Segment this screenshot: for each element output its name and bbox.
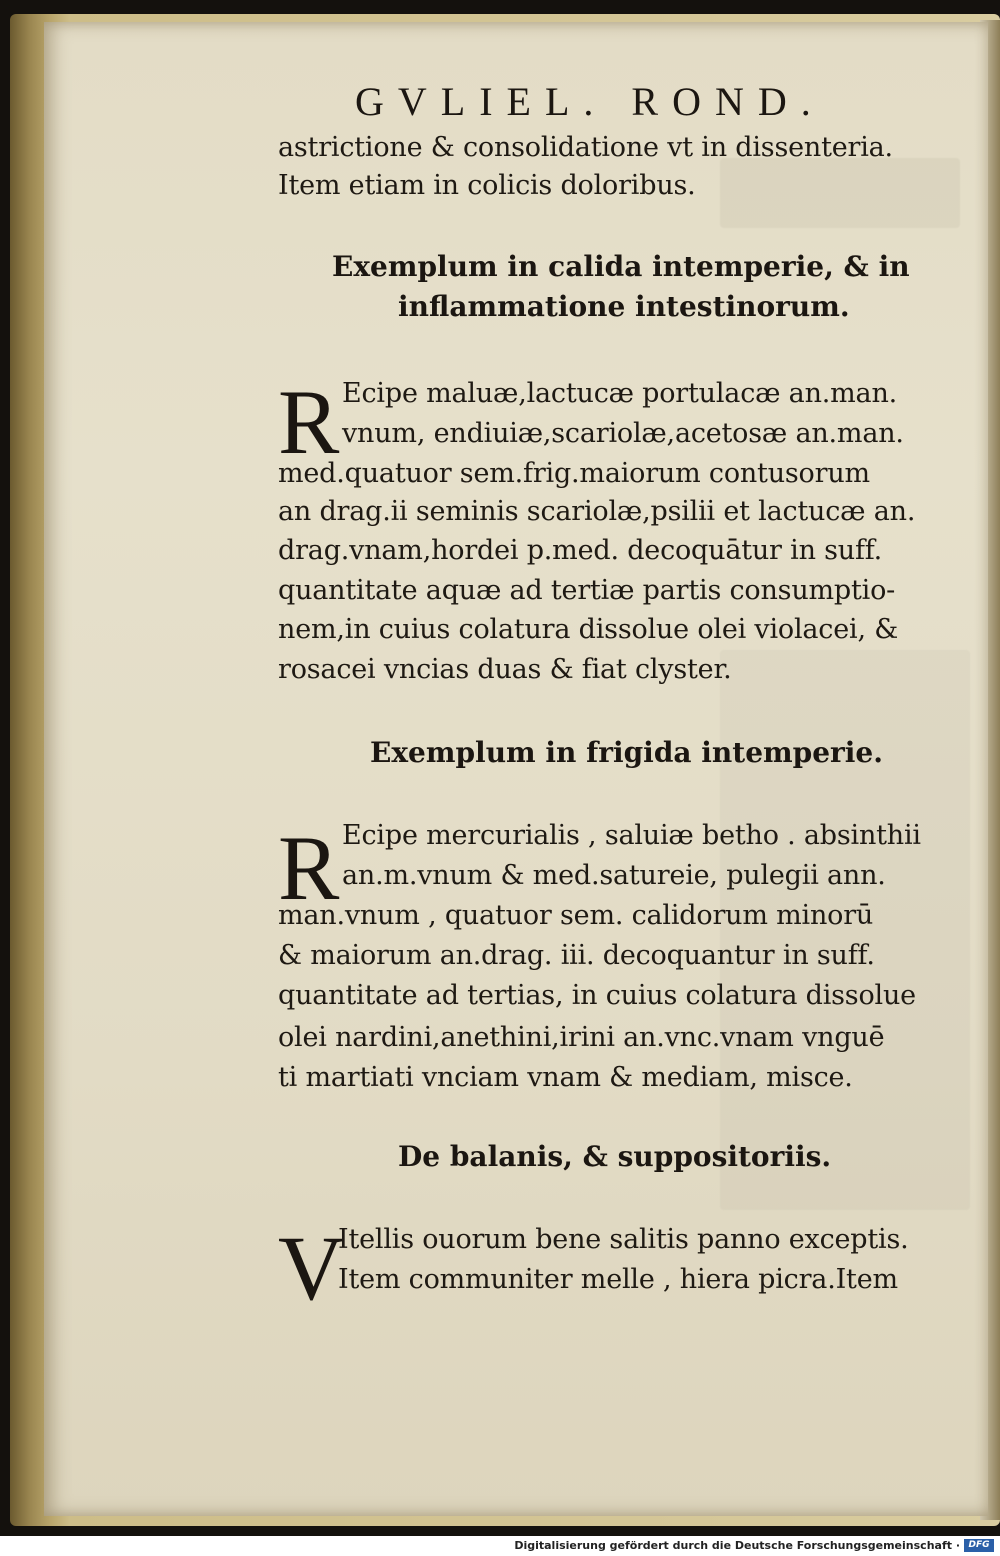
section-heading: De balanis, & suppositoriis. bbox=[398, 1140, 832, 1173]
text-line: nem,in cuius colatura dissolue olei violacei, & bbox=[278, 614, 899, 645]
text-line: quantitate aquæ ad tertiæ partis consumptio- bbox=[278, 575, 896, 606]
text-line: quantitate ad tertias, in cuius colatura dissolue bbox=[278, 980, 916, 1011]
drop-cap: R bbox=[278, 371, 340, 473]
text-line: vnum, endiuiæ,scariolæ,acetosæ an.man. bbox=[342, 418, 904, 449]
drop-cap: V bbox=[278, 1217, 345, 1319]
show-through-shading bbox=[720, 158, 960, 228]
text-line: Itellis ouorum bene salitis panno exceptis. bbox=[338, 1224, 909, 1255]
text-line: Item communiter melle , hiera picra.Item bbox=[338, 1264, 898, 1295]
text-line: Ecipe maluæ,lactucæ portulacæ an.man. bbox=[342, 378, 898, 409]
text-line: & maiorum an.drag. iii. decoquantur in suff. bbox=[278, 940, 875, 971]
text-line: an.m.vnum & med.satureie, pulegii ann. bbox=[342, 860, 886, 891]
text-line: Ecipe mercurialis , saluiæ betho . absinthii bbox=[342, 820, 921, 851]
section-heading: Exemplum in calida intemperie, & in bbox=[332, 250, 910, 283]
section-heading: Exemplum in frigida intemperie. bbox=[370, 736, 883, 769]
text-line: ti martiati vnciam vnam & mediam, misce. bbox=[278, 1062, 853, 1093]
running-head: GVLIEL. ROND. bbox=[355, 79, 825, 124]
text-line: med.quatuor sem.frig.maiorum contusorum bbox=[278, 458, 870, 489]
drop-cap: R bbox=[278, 817, 340, 919]
text-line: Item etiam in colicis doloribus. bbox=[278, 170, 696, 201]
funding-notice: Digitalisierung gefördert durch die Deutsche Forschungsgemeinschaft · bbox=[514, 1539, 960, 1552]
dfg-logo-icon: DFG bbox=[964, 1539, 994, 1552]
text-line: an drag.ii seminis scariolæ,psilii et lactucæ an. bbox=[278, 496, 916, 527]
text-line: man.vnum , quatuor sem. calidorum minorū bbox=[278, 900, 874, 931]
section-heading: inflammatione intestinorum. bbox=[398, 290, 850, 323]
text-line: olei nardini,anethini,irini an.vnc.vnam vnguē bbox=[278, 1022, 885, 1053]
text-line: drag.vnam,hordei p.med. decoquātur in suff. bbox=[278, 535, 883, 566]
text-line: rosacei vncias duas & fiat clyster. bbox=[278, 654, 732, 685]
text-line: astrictione & consolidatione vt in dissenteria. bbox=[278, 132, 893, 163]
